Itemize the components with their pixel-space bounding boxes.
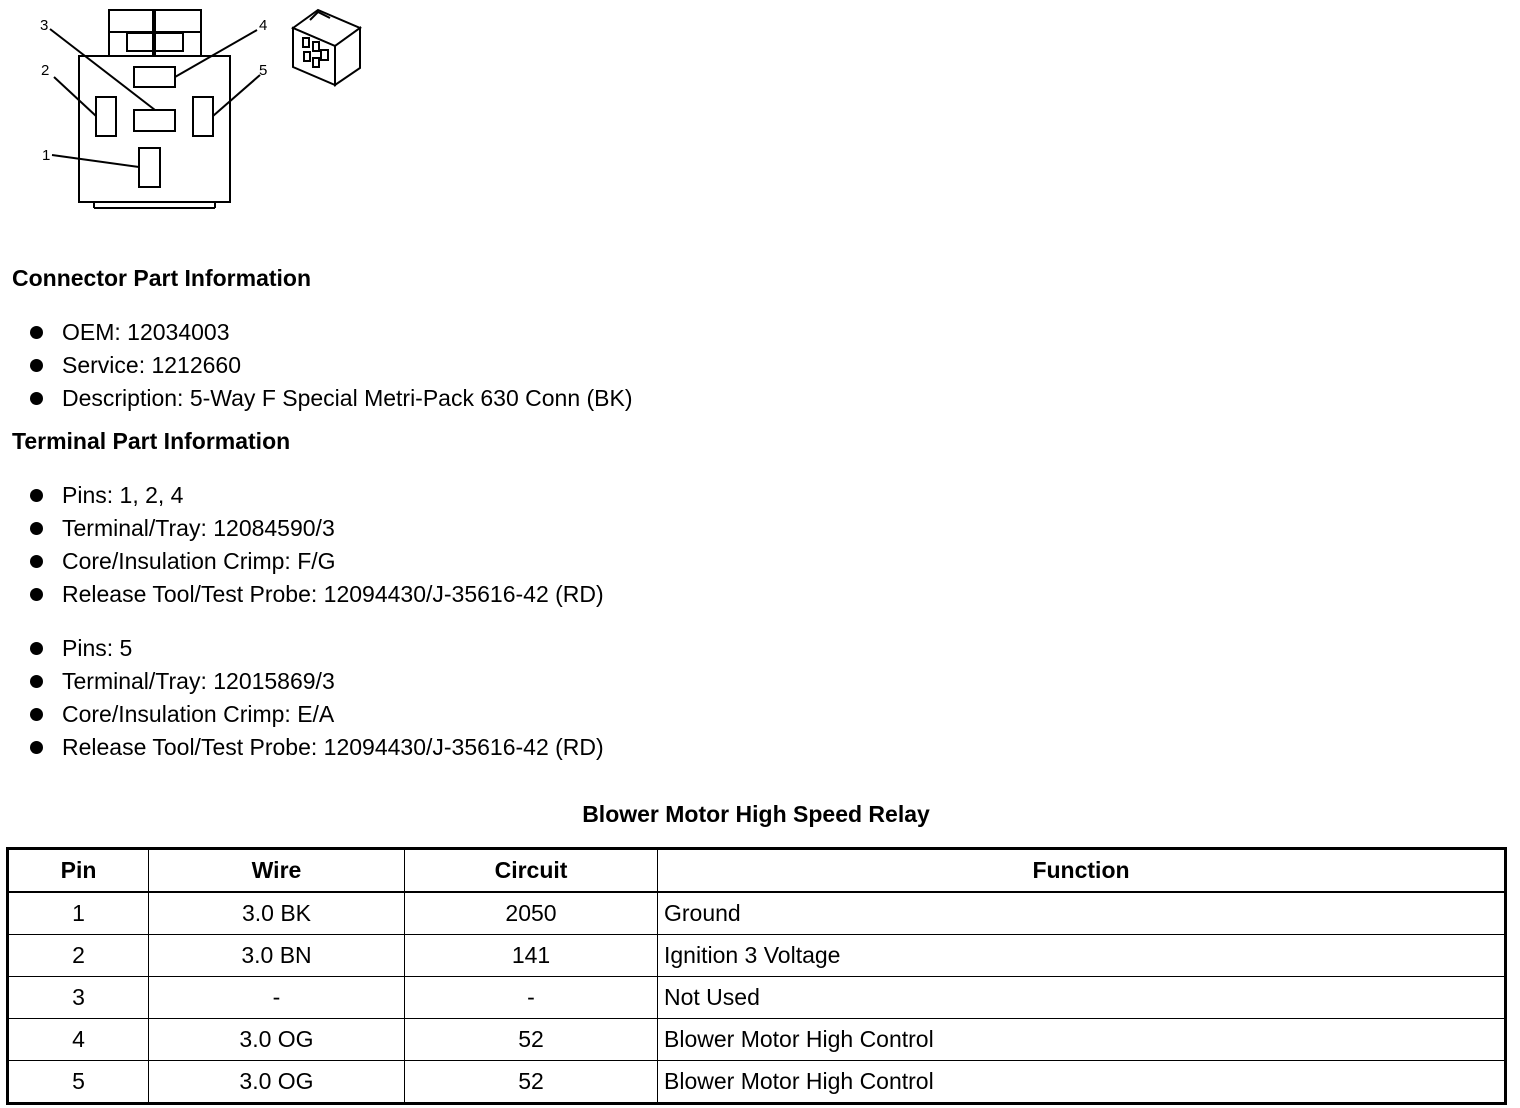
terminal-part-info-list-2 xyxy=(28,632,604,764)
connector-isometric-icon xyxy=(293,10,360,85)
connector-part-info-heading: Connector Part Information xyxy=(12,265,312,291)
table-row xyxy=(8,1061,1506,1104)
list-item: Terminal/Tray: 12084590/3 xyxy=(28,512,604,545)
cell-pin: 4 xyxy=(8,1019,149,1061)
pinout-table xyxy=(6,847,1507,1105)
header-pin: Pin xyxy=(8,849,149,893)
connector-part-info-list xyxy=(28,316,633,415)
terminal-part-info-list-1 xyxy=(28,479,604,611)
list-item: OEM: 12034003 xyxy=(28,316,633,349)
list-item: Pins: 1, 2, 4 xyxy=(28,479,604,512)
list-item: Release Tool/Test Probe: 12094430/J-35616-42 (RD) xyxy=(28,731,604,764)
cell-pin: 5 xyxy=(8,1061,149,1104)
table-row xyxy=(8,1019,1506,1061)
cell-wire: 3.0 OG xyxy=(149,1019,405,1061)
table-row xyxy=(8,935,1506,977)
pin-cavity-2 xyxy=(96,97,116,136)
cell-wire: 3.0 OG xyxy=(149,1061,405,1104)
cell-circuit: 2050 xyxy=(405,892,658,935)
pinout-table-title: Blower Motor High Speed Relay xyxy=(582,801,930,827)
cell-circuit: - xyxy=(405,977,658,1019)
pin-cavity-5 xyxy=(193,97,213,136)
cell-circuit: 141 xyxy=(405,935,658,977)
cell-pin: 3 xyxy=(8,977,149,1019)
callout-2: 2 xyxy=(41,62,50,79)
header-function: Function xyxy=(658,849,1506,893)
connector-face-diagram xyxy=(0,0,380,215)
cell-function: Ground xyxy=(658,892,1506,935)
list-item: Core/Insulation Crimp: E/A xyxy=(28,698,604,731)
list-item: Description: 5-Way F Special Metri-Pack 630 Conn (BK) xyxy=(28,382,633,415)
connector-body xyxy=(79,56,230,202)
pin-cavity-1 xyxy=(139,148,160,187)
pin-cavity-3 xyxy=(134,110,175,131)
header-circuit: Circuit xyxy=(405,849,658,893)
terminal-part-info-heading: Terminal Part Information xyxy=(12,428,291,454)
cell-function: Not Used xyxy=(658,977,1506,1019)
table-row xyxy=(8,977,1506,1019)
header-wire: Wire xyxy=(149,849,405,893)
list-item: Terminal/Tray: 12015869/3 xyxy=(28,665,604,698)
cell-function: Ignition 3 Voltage xyxy=(658,935,1506,977)
cell-function: Blower Motor High Control xyxy=(658,1019,1506,1061)
cell-wire: 3.0 BK xyxy=(149,892,405,935)
callout-3: 3 xyxy=(40,17,49,34)
cell-circuit: 52 xyxy=(405,1061,658,1104)
callout-4: 4 xyxy=(259,17,268,34)
cell-wire: - xyxy=(149,977,405,1019)
list-item: Core/Insulation Crimp: F/G xyxy=(28,545,604,578)
cell-circuit: 52 xyxy=(405,1019,658,1061)
list-item: Release Tool/Test Probe: 12094430/J-35616-42 (RD) xyxy=(28,578,604,611)
list-item: Pins: 5 xyxy=(28,632,604,665)
list-item: Service: 1212660 xyxy=(28,349,633,382)
cell-pin: 1 xyxy=(8,892,149,935)
cell-pin: 2 xyxy=(8,935,149,977)
cell-wire: 3.0 BN xyxy=(149,935,405,977)
callout-5: 5 xyxy=(259,62,268,79)
table-row xyxy=(8,892,1506,935)
cell-function: Blower Motor High Control xyxy=(658,1061,1506,1104)
table-header-row xyxy=(8,849,1506,893)
callout-1: 1 xyxy=(42,147,51,164)
pin-cavity-4 xyxy=(134,67,175,87)
